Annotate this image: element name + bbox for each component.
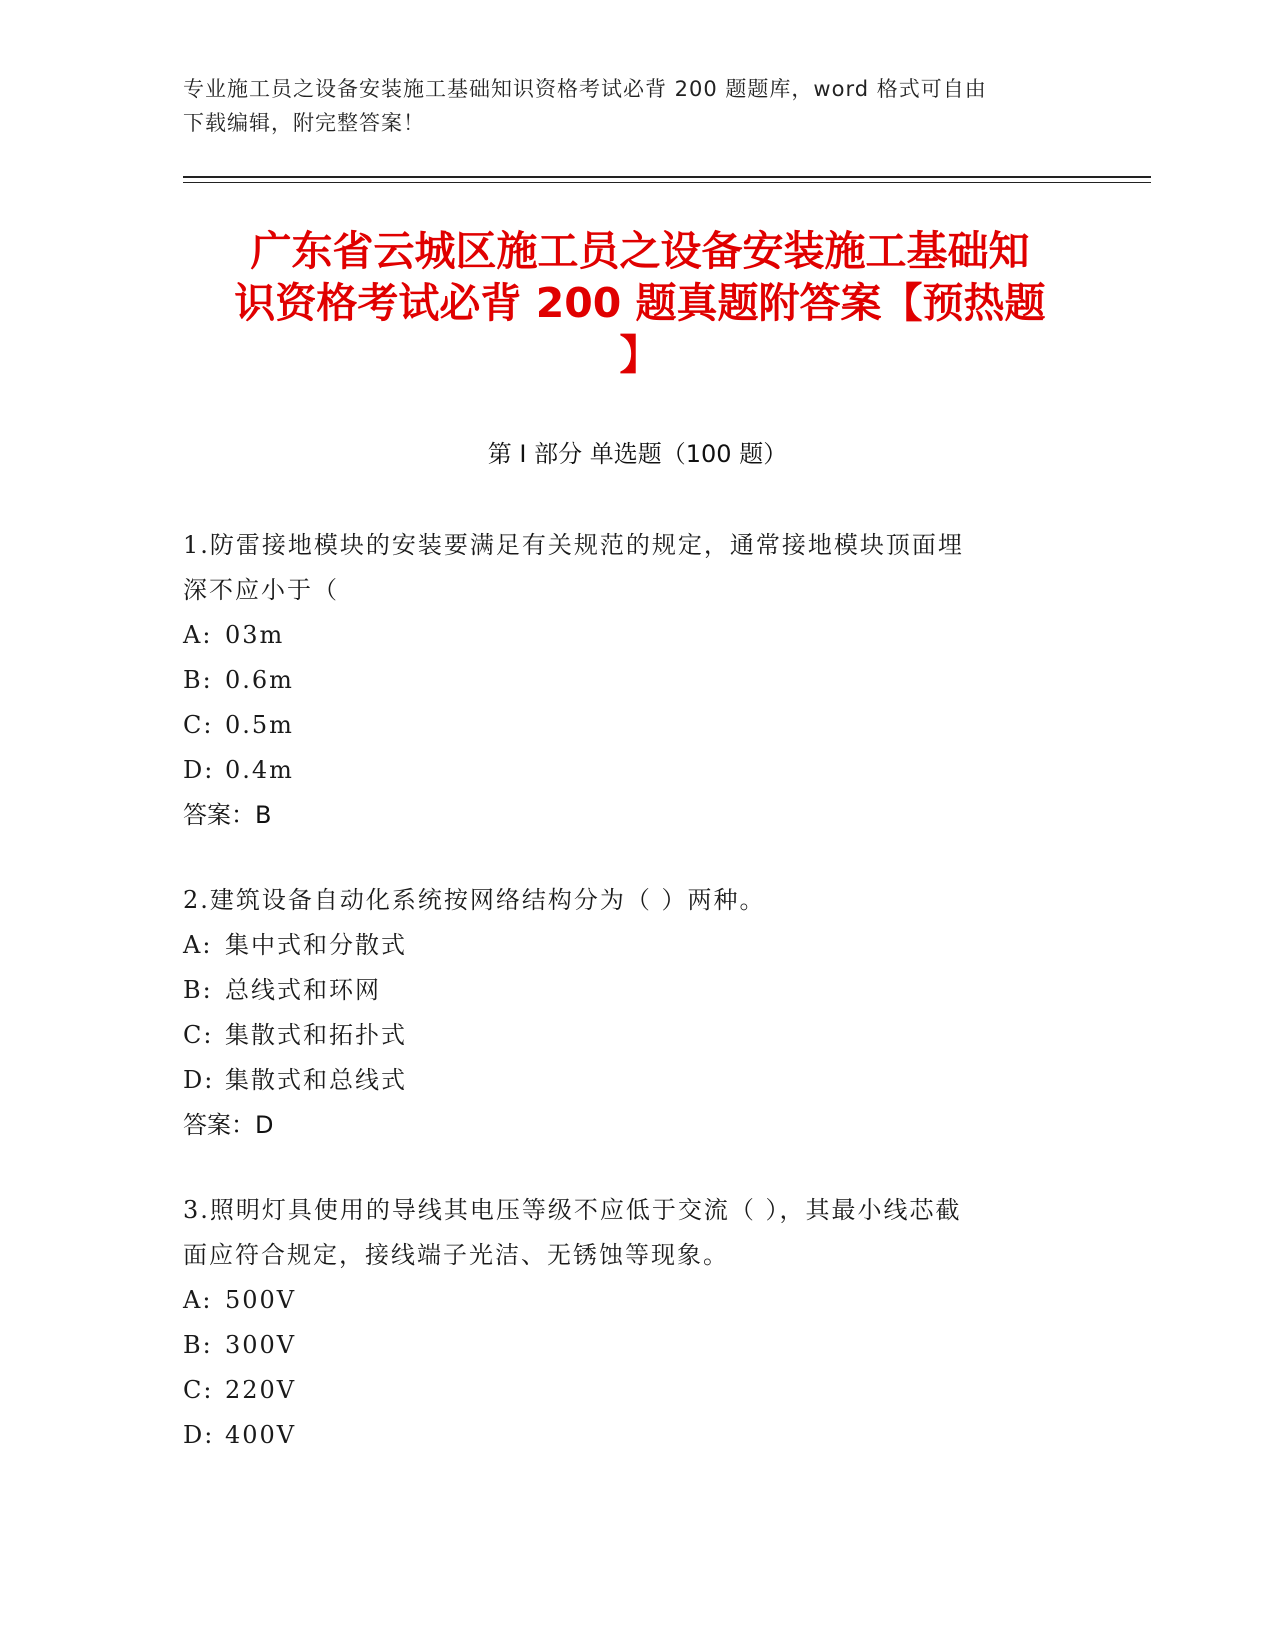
document-title-line-1: 广东省云城区施工员之设备安装施工基础知: [250, 227, 1030, 275]
option-d: [183, 1058, 1083, 1103]
answer-line: 答案：B: [183, 801, 272, 829]
option-text: 03m: [225, 621, 285, 649]
option-text: 0.6m: [225, 666, 294, 694]
option-text: 集散式和拓扑式: [225, 1021, 407, 1049]
option-letter: D:: [183, 1066, 215, 1094]
question-list: [183, 523, 1083, 1498]
option-c: [183, 703, 1083, 748]
option-text: 集中式和分散式: [225, 931, 407, 959]
option-letter: A:: [183, 621, 213, 649]
option-letter: B:: [183, 1331, 213, 1359]
option-text: 300V: [225, 1331, 297, 1359]
option-a: [183, 1278, 1083, 1323]
option-text: 500V: [225, 1286, 297, 1314]
option-b: [183, 658, 1083, 703]
question-stem: 3.照明灯具使用的导线其电压等级不应低于交流（ ），其最小线芯截: [183, 1196, 962, 1224]
option-c: [183, 1368, 1083, 1413]
option-a: [183, 923, 1083, 968]
option-d: [183, 748, 1083, 793]
header-divider-thin: [183, 182, 1151, 183]
header-note-line-1: 专业施工员之设备安装施工基础知识资格考试必背 200 题题库，word 格式可自由: [183, 77, 987, 101]
option-text: 集散式和总线式: [225, 1066, 407, 1094]
option-d: [183, 1413, 1083, 1458]
document-title-line-2: 识资格考试必背 200 题真题附答案【预热题: [234, 279, 1046, 327]
option-text: 220V: [225, 1376, 297, 1404]
question-stem-continued: 深不应小于（: [183, 576, 339, 604]
option-text: 总线式和环网: [225, 976, 381, 1004]
option-a: [183, 613, 1083, 658]
document-title-line-3: 】: [619, 331, 661, 379]
question-stem: 1.防雷接地模块的安装要满足有关规范的规定，通常接地模块顶面埋: [183, 531, 964, 559]
option-letter: B:: [183, 666, 213, 694]
option-b: [183, 968, 1083, 1013]
option-letter: B:: [183, 976, 213, 1004]
option-letter: D:: [183, 756, 215, 784]
question-1: [183, 523, 1083, 838]
option-letter: C:: [183, 1021, 214, 1049]
answer-line: 答案：D: [183, 1111, 274, 1139]
question-stem-continued: 面应符合规定，接线端子光洁、无锈蚀等现象。: [183, 1241, 729, 1269]
header-divider-thick: [183, 176, 1151, 178]
header-note: [183, 72, 1083, 140]
option-c: [183, 1013, 1083, 1058]
document-title: [190, 225, 1090, 381]
option-text: 0.5m: [225, 711, 294, 739]
header-note-line-2: 下载编辑，附完整答案！: [183, 111, 425, 135]
option-b: [183, 1323, 1083, 1368]
question-2: [183, 878, 1083, 1148]
option-text: 400V: [225, 1421, 297, 1449]
question-stem: 2.建筑设备自动化系统按网络结构分为（ ）两种。: [183, 886, 766, 914]
option-text: 0.4m: [225, 756, 294, 784]
option-letter: C:: [183, 711, 214, 739]
option-letter: D:: [183, 1421, 215, 1449]
option-letter: A:: [183, 1286, 213, 1314]
section-heading: 第 I 部分 单选题（100 题）: [487, 440, 788, 468]
option-letter: C:: [183, 1376, 214, 1404]
option-letter: A:: [183, 931, 213, 959]
question-3: [183, 1188, 1083, 1458]
